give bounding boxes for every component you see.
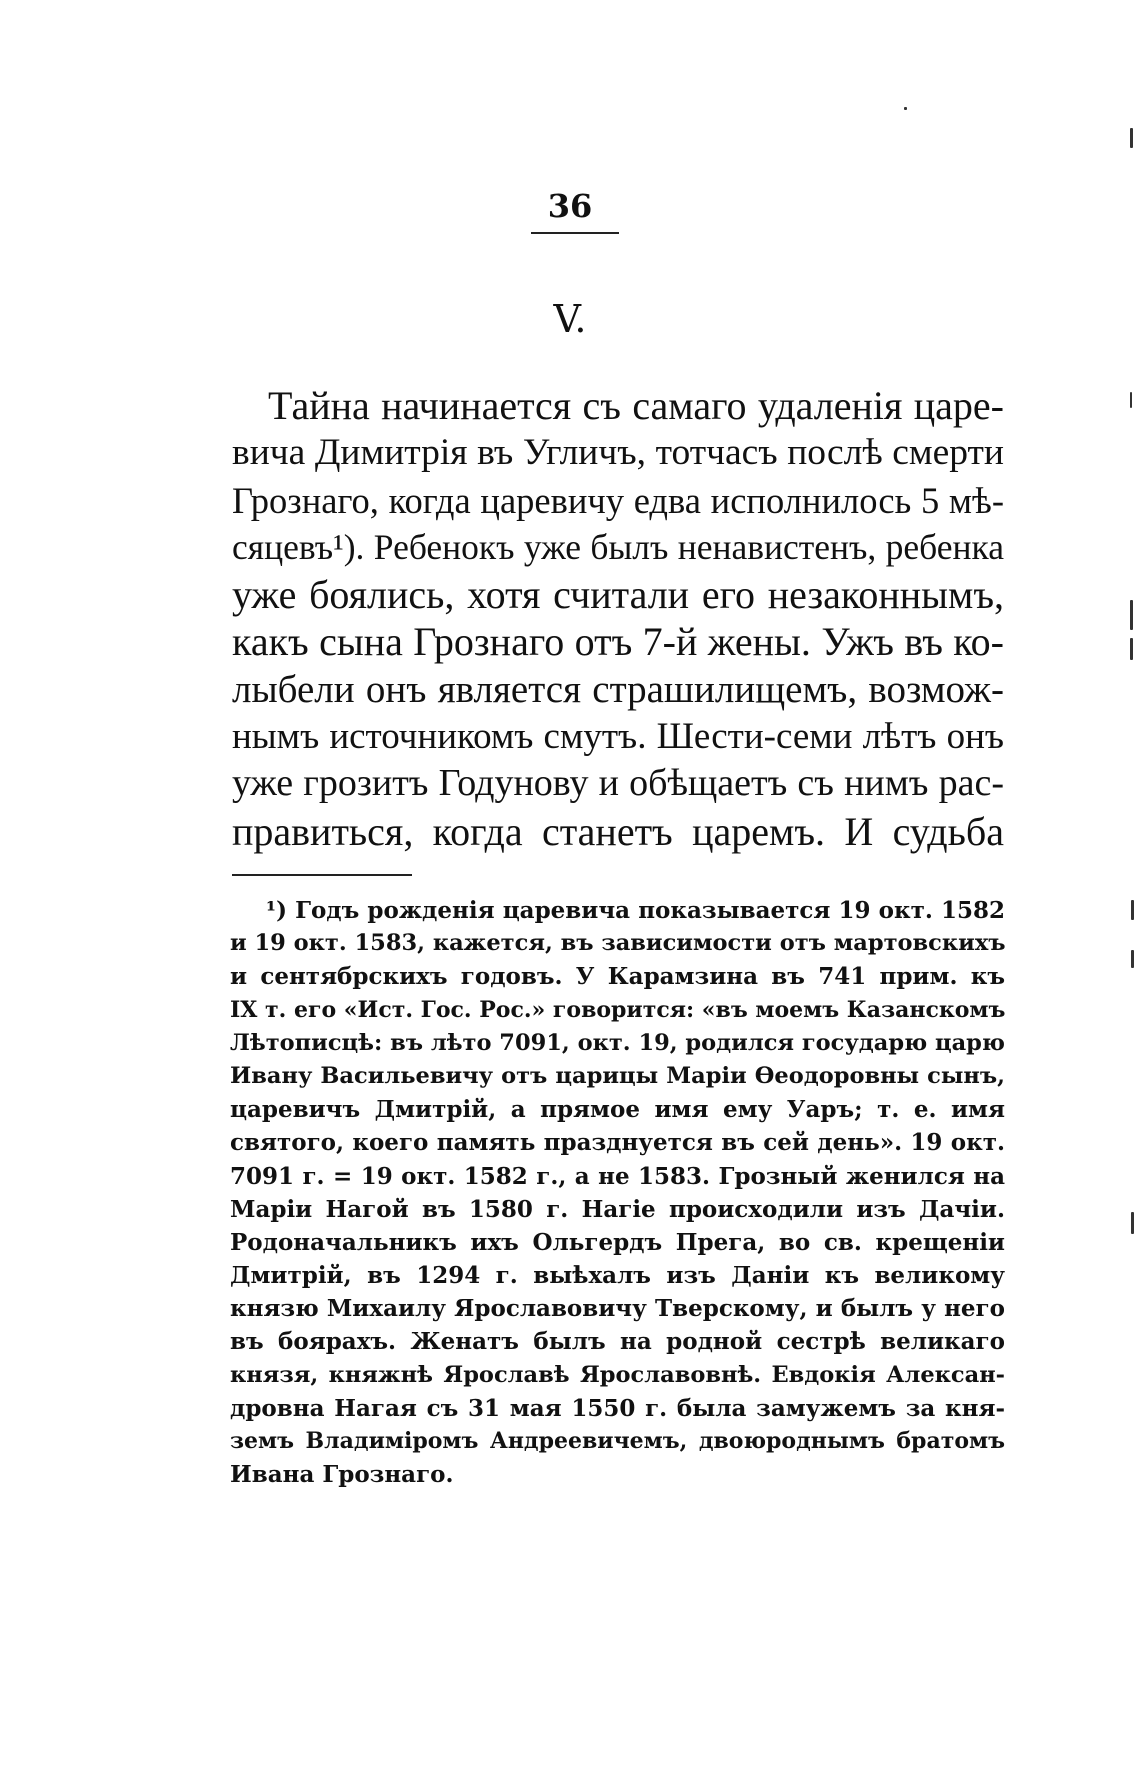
page-number: 36: [547, 187, 593, 225]
footnote-line: Ивану Васильевичу отъ царицы Маріи Ѳеодоровны сынъ,: [230, 1062, 1005, 1089]
footnote-line: Дмитрій, въ 1294 г. выѣхалъ изъ Даніи къ великому: [230, 1262, 1005, 1290]
footnote-line: Ивана Грознаго.: [230, 1461, 454, 1489]
scan-speck: [1131, 900, 1134, 920]
page-number-underline: [531, 232, 619, 234]
main-text-line: уже боялись, хотя считали его незаконнымъ,: [232, 572, 1004, 618]
footnote-line: и сентябрскихъ годовъ. У Карамзина въ 741 прим. къ: [230, 963, 1005, 991]
footnote-line: въ боярахъ. Женатъ былъ на родной сестрѣ великаго: [230, 1328, 1005, 1356]
main-text-line: Тайна начинается съ самаго удаленія царе-: [268, 383, 1004, 428]
footnote-line: дровна Нагая съ 31 мая 1550 г. была замужемъ за кня-: [230, 1394, 1005, 1422]
footnote-line: царевичъ Дмитрій, а прямое имя ему Уаръ; т. е. имя: [230, 1096, 1005, 1124]
footnote-line: святого, коего память празднуется въ сей день». 19 окт.: [230, 1129, 1005, 1157]
main-text: [232, 382, 1004, 855]
footnote-line: IX т. его «Ист. Гос. Рос.» говорится: «въ моемъ Казанскомъ: [230, 996, 1006, 1023]
scan-speck: [1130, 128, 1133, 148]
main-text-line: лыбели онъ является страшилищемъ, возмож-: [232, 667, 1004, 711]
footnote-line: Лѣтописцѣ: въ лѣто 7091, окт. 19, родился государю царю: [230, 1029, 1005, 1056]
scan-speck: [1131, 950, 1134, 968]
footnote-line: князя, княжнѣ Ярославѣ Ярославовнѣ. Евдокія Алексан-: [230, 1361, 1005, 1388]
footnote: [230, 894, 1005, 1491]
main-text-line: какъ сына Грознаго отъ 7-й жены. Ужъ въ ко-: [232, 619, 1004, 665]
main-text-line: нымъ источникомъ смутъ. Шести-семи лѣтъ онъ: [232, 716, 1004, 758]
footnote-line: князю Михаилу Ярославовичу Тверскому, и былъ у него: [230, 1295, 1005, 1323]
footnote-line: ¹) Годъ рожденія царевича показывается 19 окт. 1582: [266, 897, 1005, 924]
main-text-line: Грознаго, когда царевичу едва исполнилось 5 мѣ-: [232, 479, 1004, 521]
scan-speck: [1130, 392, 1132, 408]
footnote-separator: [232, 874, 412, 876]
scan-speck: [1130, 638, 1133, 660]
footnote-line: 7091 г. = 19 окт. 1582 г., а не 1583. Грозный женился на: [230, 1162, 1005, 1190]
main-text-line: сяцевъ¹). Ребенокъ уже былъ ненавистенъ, ребенка: [232, 526, 1004, 567]
scan-speck: [904, 107, 907, 110]
main-text-line: правиться, когда станетъ царемъ. И судьба: [232, 808, 1004, 854]
footnote-line: Родоначальникъ ихъ Ольгердъ Прега, во св. крещеніи: [230, 1228, 1005, 1256]
chapter-heading: V.: [553, 297, 587, 341]
footnote-line: и 19 окт. 1583, кажется, въ зависимости отъ мартовскихъ: [230, 930, 1006, 957]
scan-speck: [1131, 1212, 1134, 1234]
footnote-line: земъ Владиміромъ Андреевичемъ, двоюроднымъ братомъ: [230, 1428, 1005, 1454]
footnote-line: Маріи Нагой въ 1580 г. Нагіе происходили изъ Дачіи.: [230, 1195, 1005, 1223]
scan-speck: [1130, 600, 1133, 630]
main-text-line: вича Димитрія въ Угличъ, тотчасъ послѣ смерти: [232, 432, 1004, 474]
main-text-line: уже грозитъ Годунову и обѣщаетъ съ нимъ рас-: [232, 762, 1004, 805]
